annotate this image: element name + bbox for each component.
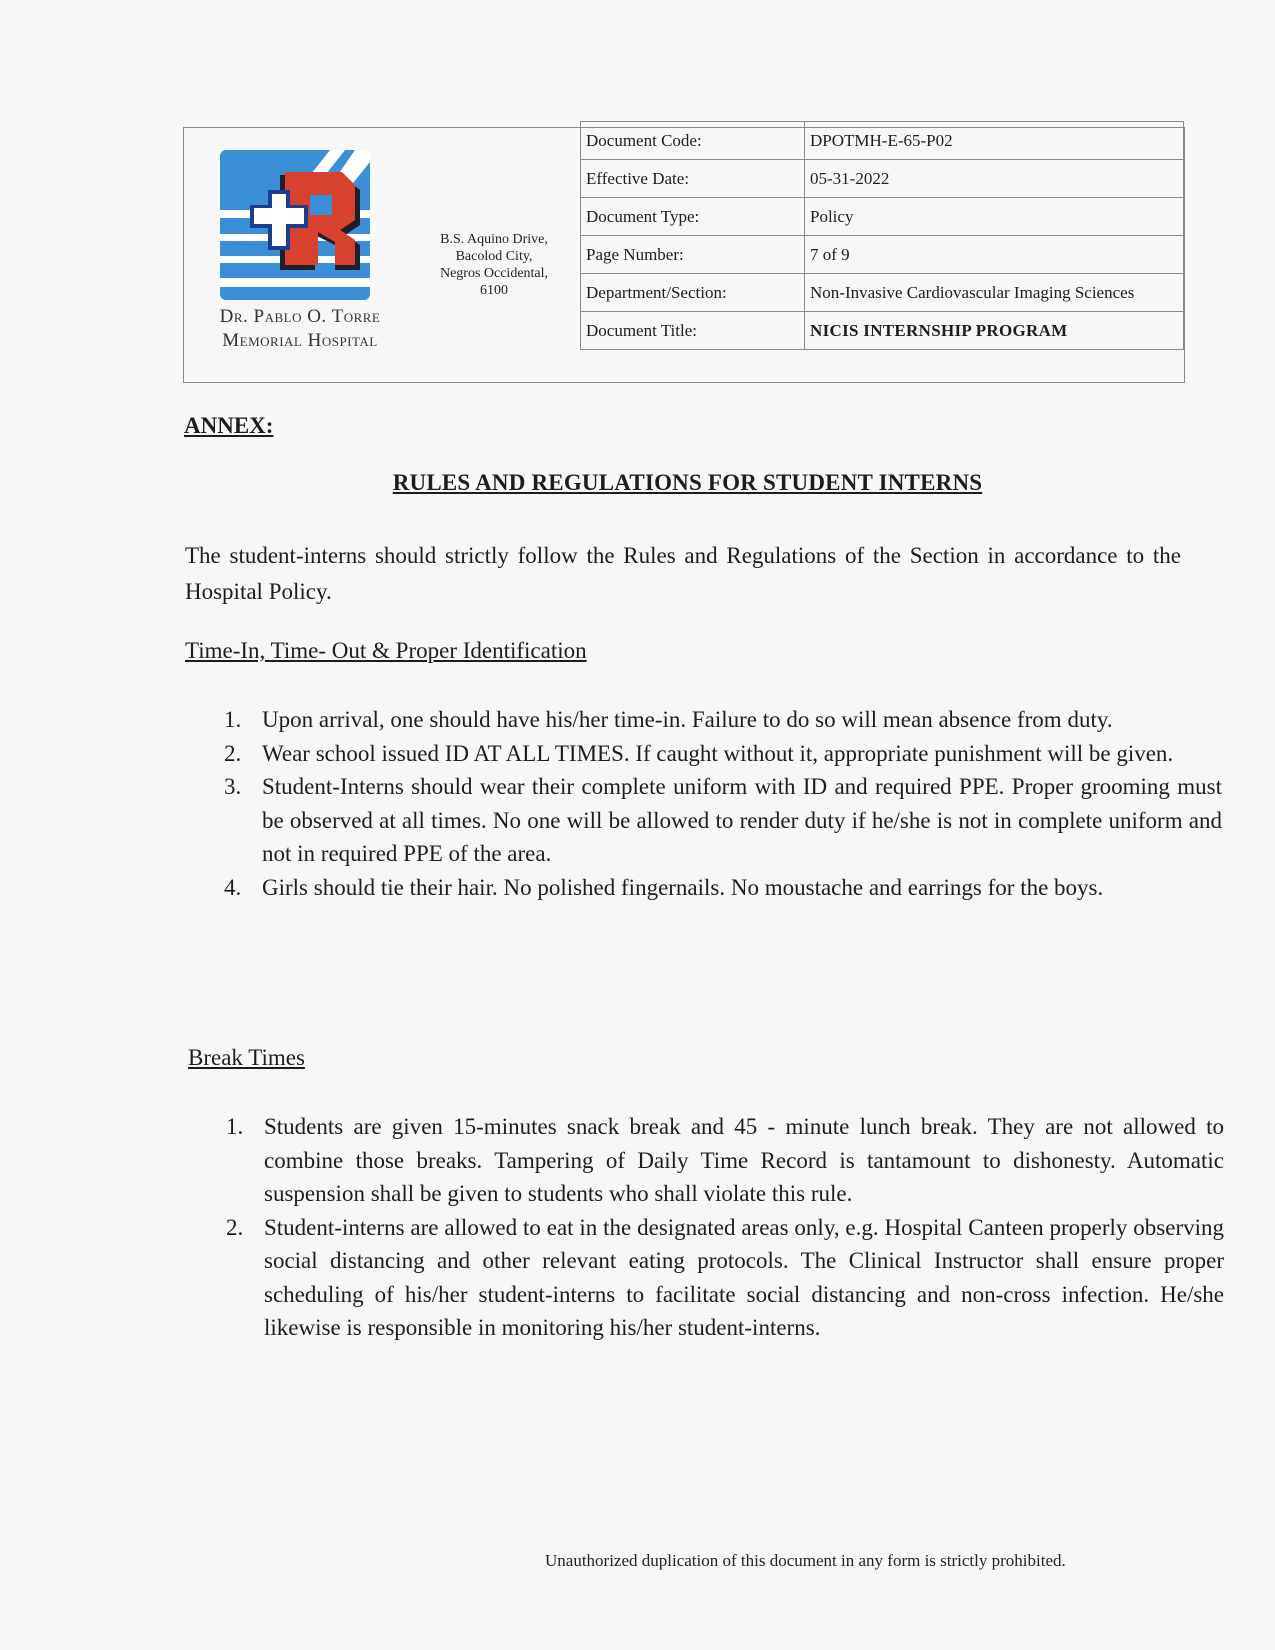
meta-value-document-title: NICIS INTERNSHIP PROGRAM (805, 312, 1184, 350)
address-line: B.S. Aquino Drive, (440, 232, 548, 247)
list-item (226, 1211, 1224, 1345)
meta-label: Department/Section: (581, 274, 805, 312)
time-in-rules-list (222, 703, 1222, 904)
item-text: Upon arrival, one should have his/her time-in. Failure to do so will mean absence from duty. (262, 707, 1113, 732)
list-item (224, 703, 1222, 737)
item-text: Students are given 15-minutes snack break and 45 - minute lunch break. They are not allowed to combine those breaks. Tampering of Daily Time Record is tantamount to dishonesty. Automatic suspension shall be given to students who shall violate this rule. (264, 1114, 1224, 1206)
item-number: 4. (224, 874, 242, 900)
page-title: RULES AND REGULATIONS FOR STUDENT INTERNS (392, 470, 983, 495)
hospital-address (414, 231, 574, 299)
meta-value-document-code: DPOTMH-E-65-P02 (805, 122, 1184, 160)
hospital-name-line1: Dr. Pablo O. Torre (219, 306, 381, 327)
document-header (183, 127, 1185, 383)
logo-cell (184, 128, 580, 382)
meta-label: Document Code: (581, 122, 805, 160)
address-line: Negros Occidental, (439, 266, 549, 281)
meta-row (581, 198, 1184, 236)
document-meta-table (580, 121, 1184, 350)
meta-value-document-type: Policy (805, 198, 1184, 236)
item-number: 1. (226, 1114, 244, 1139)
meta-value-department: Non-Invasive Cardiovascular Imaging Sciences (805, 274, 1184, 312)
hospital-name-line2: Memorial Hospital (222, 330, 378, 351)
meta-row (581, 312, 1184, 350)
footer-notice: Unauthorized duplication of this document in any form is strictly prohibited. (545, 1551, 1066, 1570)
item-text: Student-Interns should wear their complete uniform with ID and required PPE. Proper grooming must be observed at all times. No one will be allowed to render duty if he/she is not in complete uniform and not in required PPE of the area. (262, 774, 1222, 866)
item-text: Wear school issued ID AT ALL TIMES. If caught without it, appropriate punishment will be given. (262, 740, 1174, 766)
meta-row (581, 236, 1184, 274)
meta-label: Effective Date: (581, 160, 805, 198)
annex-label: ANNEX: (184, 413, 274, 438)
item-number: 3. (224, 774, 242, 799)
item-text: Girls should tie their hair. No polished fingernails. No moustache and earrings for the boys. (262, 874, 1104, 900)
hospital-name (190, 305, 410, 353)
meta-value-effective-date: 05-31-2022 (805, 160, 1184, 198)
meta-row (581, 160, 1184, 198)
list-item (224, 770, 1222, 871)
item-number: 2. (226, 1214, 244, 1240)
item-text: Student-interns are allowed to eat in the designated areas only, e.g. Hospital Canteen properly observing social distancing and other relevant eating protocols. The Clinical Instructor shall ensure proper scheduling of his/her student-interns to facilitate social distancing and non-cross infection. He/she likewise is responsible in monitoring his/her student-interns. (264, 1214, 1224, 1340)
meta-row (581, 274, 1184, 312)
list-item (224, 871, 1222, 905)
list-item (224, 737, 1222, 771)
break-times-rules-list (224, 1110, 1224, 1345)
meta-label: Page Number: (581, 236, 805, 274)
list-item (226, 1110, 1224, 1211)
meta-value-page-number: 7 of 9 (805, 236, 1184, 274)
meta-row (581, 122, 1184, 160)
hospital-logo-icon (220, 150, 378, 308)
item-number: 2. (224, 740, 242, 766)
meta-label: Document Title: (581, 312, 805, 350)
meta-label: Document Type: (581, 198, 805, 236)
section-heading-time-in: Time-In, Time- Out & Proper Identification (185, 638, 587, 663)
intro-paragraph: The student-interns should strictly follow the Rules and Regulations of the Section in accordance to the Hospital Policy. (185, 543, 1181, 604)
address-line: 6100 (480, 283, 508, 298)
section-heading-break-times: Break Times (188, 1045, 305, 1070)
address-line: Bacolod City, (455, 249, 533, 264)
item-number: 1. (224, 707, 242, 732)
